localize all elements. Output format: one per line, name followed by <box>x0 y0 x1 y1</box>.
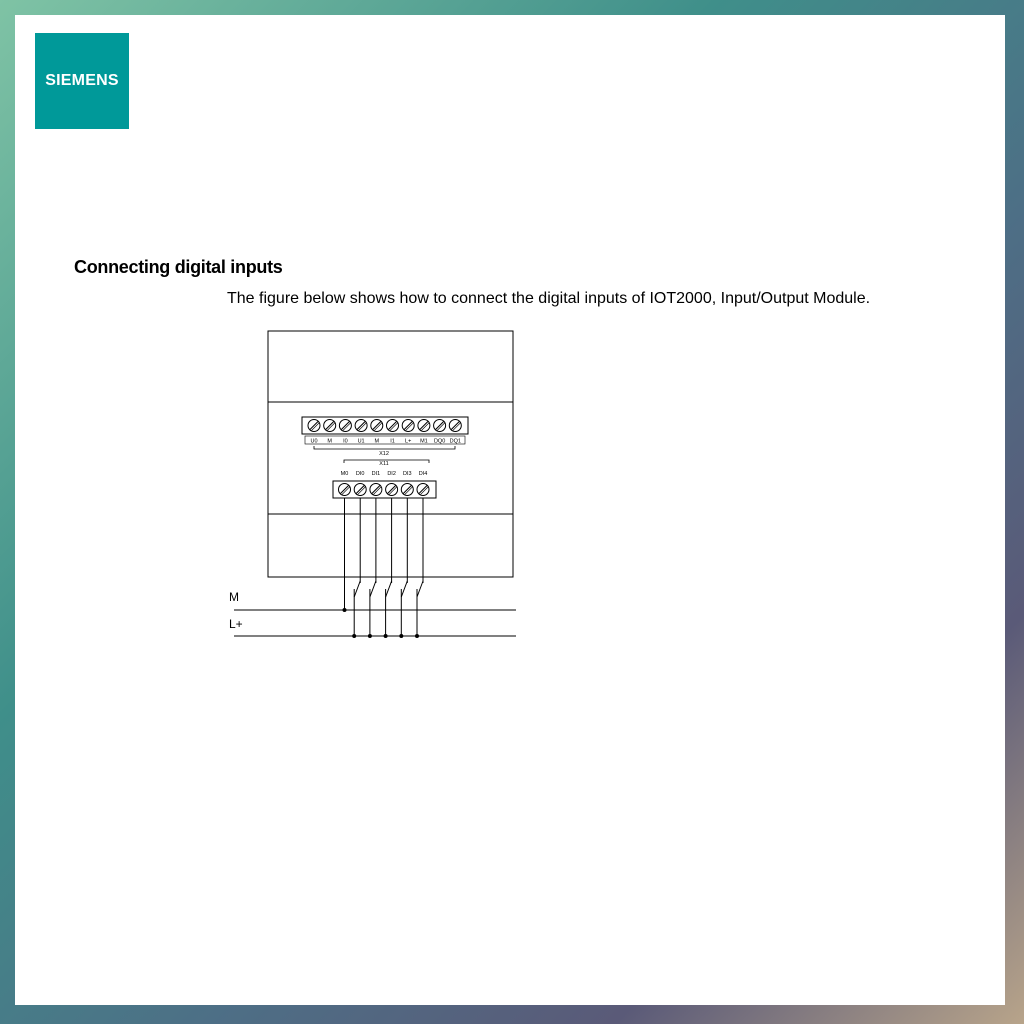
x11-terminal-label: DI4 <box>418 471 428 477</box>
x12-screw <box>339 420 351 432</box>
x12-terminal-label: I0 <box>343 438 348 445</box>
intro-paragraph: The figure below shows how to connect the digital inputs of IOT2000, Input/Output Module. <box>227 290 871 307</box>
switch-contact <box>401 581 407 597</box>
x12-screw <box>434 420 446 432</box>
x11-terminal-label: DI2 <box>387 471 396 477</box>
wiring-diagram <box>15 15 1005 1005</box>
x11-screw <box>354 484 366 496</box>
switch-contact <box>370 581 376 597</box>
x11-terminal-label: DI1 <box>371 471 381 477</box>
rail-lplus-label: L+ <box>229 617 243 631</box>
section-heading: Connecting digital inputs <box>74 257 283 277</box>
x12-label: X12 <box>379 451 389 457</box>
x11-terminal-label: DI0 <box>355 471 365 477</box>
x11-screws <box>339 484 430 496</box>
x11-screw <box>417 484 429 496</box>
x12-terminal-label: I1 <box>390 438 395 445</box>
x12-terminal-label: U0 <box>310 438 318 445</box>
switch-contact <box>354 581 360 597</box>
x12-screw <box>387 420 399 432</box>
x11-terminal-label: DI3 <box>403 471 412 477</box>
x11-terminal-label: M0 <box>340 471 349 477</box>
x12-terminal-label: L+ <box>405 438 412 445</box>
x12-terminal-label: M <box>374 438 380 445</box>
x11-screw <box>339 484 351 496</box>
x12-bracket <box>314 446 455 449</box>
logo-text: SIEMENS <box>45 72 119 89</box>
x12-terminal-label: U1 <box>357 438 365 445</box>
x12-screw <box>371 420 383 432</box>
x11-screw <box>386 484 398 496</box>
x11-labels <box>341 471 428 477</box>
x12-terminal-label: DQ0 <box>433 438 446 445</box>
input-wiring <box>343 498 424 638</box>
x11-screw <box>370 484 382 496</box>
x12-terminal-label: DQ1 <box>449 438 461 445</box>
switch-contact <box>417 581 423 597</box>
x12-screw <box>402 420 414 432</box>
module-housing <box>268 331 513 577</box>
document-page <box>15 15 1005 1005</box>
x11-label: X11 <box>379 461 389 467</box>
x12-screw <box>308 420 320 432</box>
x12-screws <box>308 420 461 432</box>
x12-screw <box>324 420 336 432</box>
x12-terminal-label: M <box>327 438 332 445</box>
x12-screw <box>418 420 430 432</box>
x12-screw <box>449 420 461 432</box>
switch-contact <box>386 581 392 597</box>
x11-screw <box>401 484 413 496</box>
x12-labels <box>310 439 460 445</box>
x12-screw <box>355 420 367 432</box>
x12-terminal-block <box>302 417 468 434</box>
x12-terminal-label: M1 <box>420 438 428 445</box>
rail-m-label: M <box>229 590 239 604</box>
